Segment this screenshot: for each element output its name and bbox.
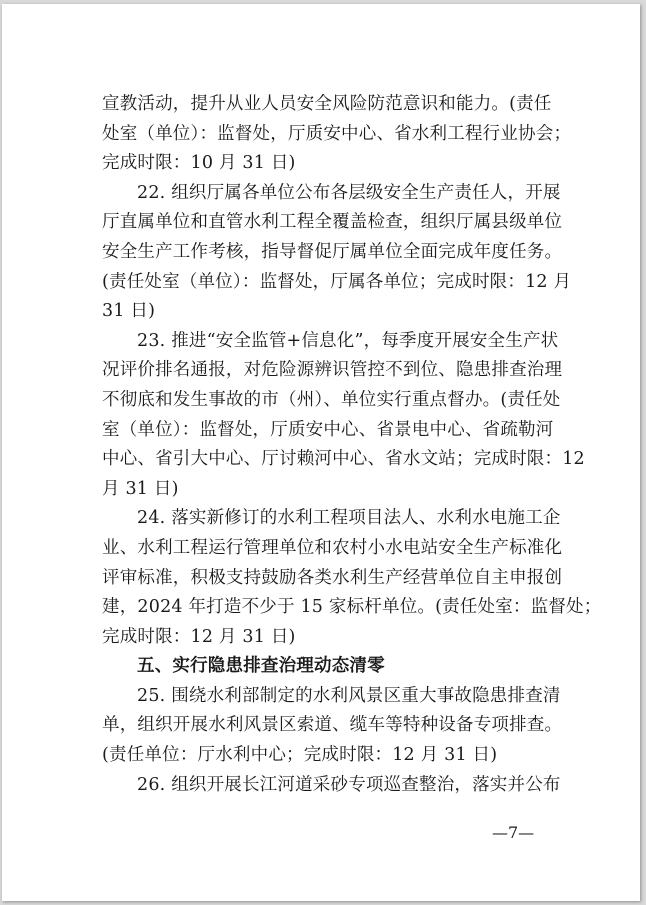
text-line: 单，组织开展水利风景区索道、缆车等特种设备专项排查。 <box>102 715 563 736</box>
text-line: 建，2024 年打造不少于 15 家标杆单位。(责任处室：监督处； <box>102 597 602 618</box>
text-line: 完成时限：12 月 31 日) <box>102 626 296 647</box>
text-line: 中心、省引大中心、厅讨赖河中心、省水文站；完成时限：12 <box>102 449 585 470</box>
text-line: 完成时限：10 月 31 日) <box>102 153 296 174</box>
text-line: 厅直属单位和直管水利工程全覆盖检查，组织厅属县级单位 <box>102 212 563 233</box>
text-line: 不彻底和发生事故的市（州）、单位实行重点督办。(责任处 <box>102 389 561 410</box>
text-line: 业、水利工程运行管理单位和农村小水电站安全生产标准化 <box>102 537 563 558</box>
document-body <box>102 90 602 800</box>
text-line: 月 31 日) <box>102 478 179 499</box>
section-heading: 五、实行隐患排查治理动态清零 <box>137 656 385 677</box>
document-page <box>2 4 640 901</box>
text-line: 况评价排名通报，对危险源辨识管控不到位、隐患排查治理 <box>102 360 563 381</box>
text-line: 室（单位）：监督处，厅质安中心、省景电中心、省疏勒河 <box>102 419 554 440</box>
text-line: 26. 组织开展长江河道采砂专项巡查整治，落实并公布 <box>137 774 561 795</box>
text-line: 23. 推进“安全监管+信息化”，每季度开展安全生产状 <box>137 330 559 351</box>
text-line: 宣教活动，提升从业人员安全风险防范意识和能力。(责任 <box>102 94 552 114</box>
text-line: (责任单位：厅水利中心；完成时限：12 月 31 日) <box>102 745 498 766</box>
text-line: 安全生产工作考核，指导督促厅属单位全面完成年度任务。 <box>102 241 563 262</box>
text-line: 25. 围绕水利部制定的水利风景区重大事故隐患排查清 <box>137 685 561 706</box>
text-line: 24. 落实新修订的水利工程项目法人、水利水电施工企 <box>137 508 561 529</box>
text-line: (责任处室（单位）：监督处，厅属各单位；完成时限：12 月 <box>102 271 572 292</box>
page-number: —7— <box>492 823 535 842</box>
text-line: 31 日) <box>102 301 156 322</box>
text-line: 处室（单位）：监督处，厅质安中心、省水利工程行业协会； <box>102 123 572 144</box>
text-line: 评审标准，积极支持鼓励各类水利生产经营单位自主申报创 <box>102 567 563 588</box>
text-line: 22. 组织厅属各单位公布各层级安全生产责任人，开展 <box>137 182 561 203</box>
